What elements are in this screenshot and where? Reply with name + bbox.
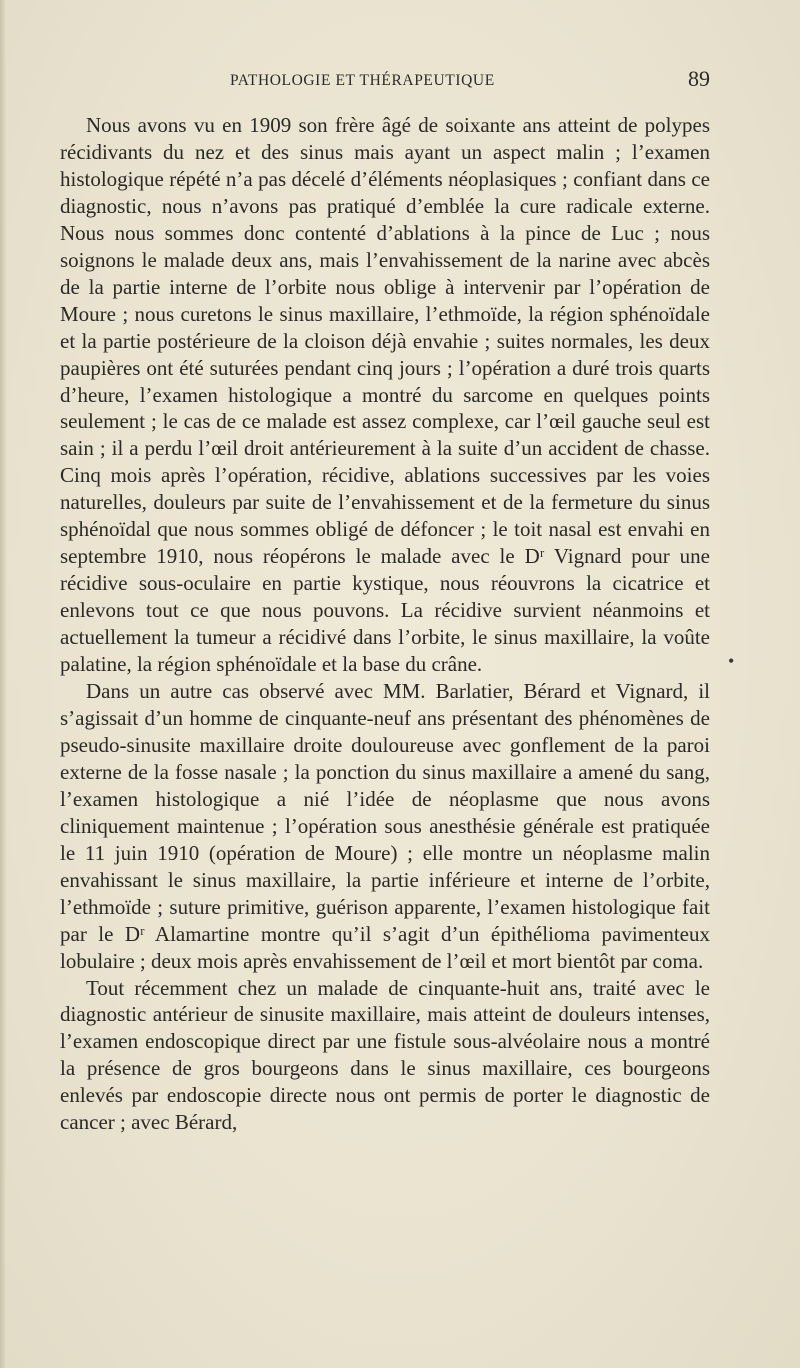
paragraph: Nous avons vu en 1909 son frère âgé de soixante ans atteint de polypes récidivants du nez et des sinus mais ayant un aspect malin ; l’examen histologique répété n’a pas décelé d’éléments néoplasiques ; confiant dans ce diagnostic, nous n’avons pas pratiqué d’emblée la cure radicale externe. Nous nous sommes donc contenté d’ablations à la pince de Luc ; nous soignons le malade deux ans, mais l’envahissement de la narine avec abcès de la partie interne de l’orbite nous oblige à intervenir par l’opération de Moure ; nous curetons le sinus maxillaire, l’ethmoïde, la région sphénoïdale et la partie postérieure de la cloison déjà envahie ; suites normales, les deux paupières ont été suturées pendant cinq jours ; l’opération a duré trois quarts d’heure, l’examen histologique a montré du sarcome en quelques points seulement ; le cas de ce malade est assez complexe, car l’œil gauche seul est sain ; il a perdu l’œil droit antérieurement à la suite d’un accident de chasse. Cinq mois après l’opération, récidive, ablations successives par les voies naturelles, douleurs par suite de l’envahissement et de la fermeture du sinus sphénoïdal que nous sommes obligé de défoncer ; le toit nasal est envahi en septembre 1910, nous réopérons le malade avec le Dʳ Vignard pour une récidive sous-oculaire en partie kystique, nous réouvrons la cicatrice et enlevons tout ce que nous pouvons. La récidive survient néanmoins et actuellement la tumeur a récidivé dans l’orbite, le sinus maxillaire, la voûte palatine, la région sphénoïdale et la base du crâne. (60, 113, 710, 677)
page-number: 89 (688, 66, 710, 91)
page-left-edge (0, 0, 7, 1368)
running-title: PATHOLOGIE ET THÉRAPEUTIQUE (230, 72, 495, 89)
margin-mark: • (728, 651, 735, 671)
paragraph: Tout récemment chez un malade de cinquante-huit ans, traité avec le diagnostic antérieur de sinusite maxillaire, mais atteint de douleurs intenses, l’examen endoscopique direct par une fistule sous-alvéolaire nous a montré la présence de gros bourgeons dans le sinus maxillaire, ces bourgeons enlevés par endoscopie directe nous ont permis de porter le diagnostic de cancer ; avec Bérard, (60, 975, 710, 1135)
running-head (60, 66, 710, 96)
body-text (60, 112, 710, 1136)
paragraph: Dans un autre cas observé avec MM. Barlatier, Bérard et Vignard, il s’agissait d’un homme de cinquante-neuf ans présentant des phénomènes de pseudo-sinusite maxillaire droite douloureuse avec gonflement de la paroi externe de la fosse nasale ; la ponction du sinus maxillaire a amené du sang, l’examen histologique a nié l’idée de néoplasme que nous avons cliniquement maintenue ; l’opération sous anesthésie générale est pratiquée le 11 juin 1910 (opération de Moure) ; elle montre un néoplasme malin envahissant le sinus maxillaire, la partie inférieure et interne de l’orbite, l’ethmoïde ; suture primitive, guérison apparente, l’examen histologique fait par le Dʳ Alamartine montre qu’il s’agit d’un épithélioma pavimenteux lobulaire ; deux mois après envahissement de l’œil et mort bientôt par coma. (60, 679, 710, 973)
